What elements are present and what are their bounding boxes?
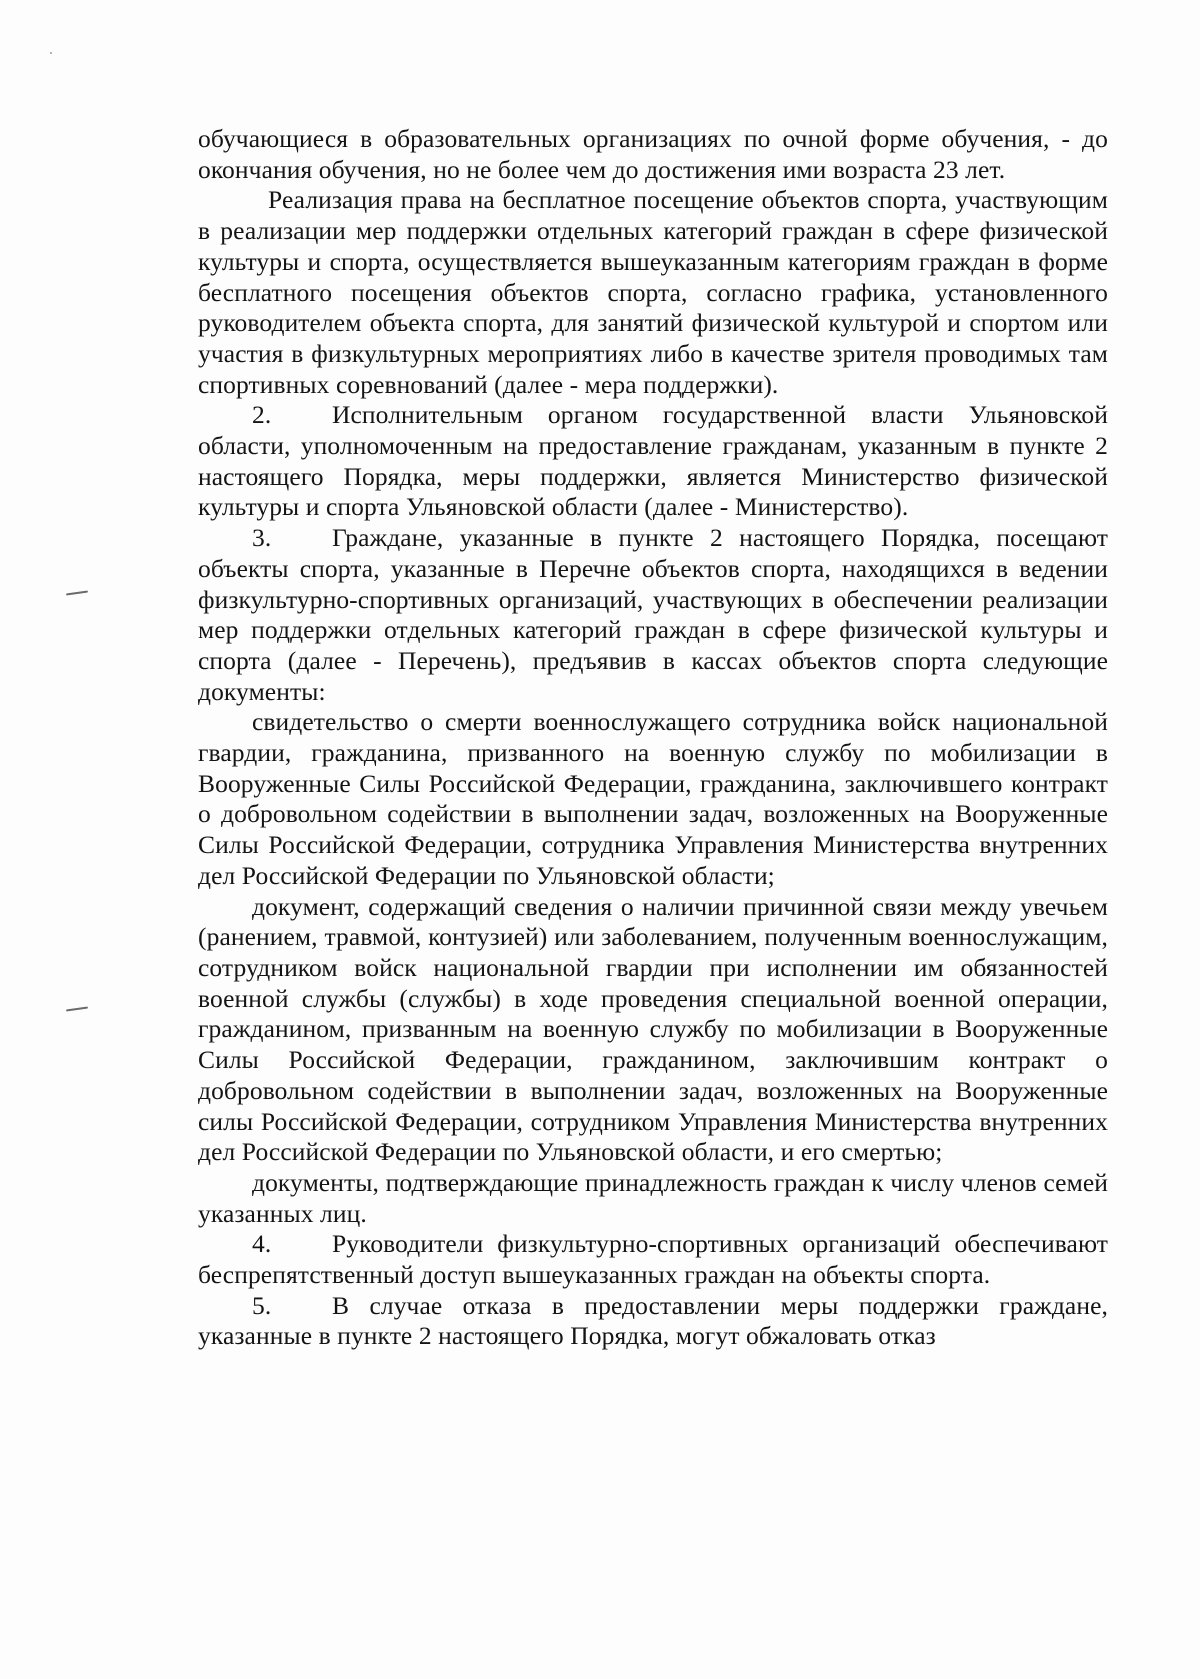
item-number: 5. [252, 1290, 272, 1320]
item-text: В случае отказа в предоставлении меры поддержки граждане, указанные в пункте 2 настоящего Порядка, могут обжаловать отказ [198, 1290, 1108, 1351]
paragraph-item-2 [198, 400, 1108, 523]
paragraph-causal-link-document: документ, содержащий сведения о наличии причинной связи между увечьем (ранением, травмой, контузией) или заболеванием, полученным военнослужащим, сотрудником войск национальной гвардии при исполнении им обязанностей военной службы (службы) в ходе проведения специальной военной операции, гражданином, призванным на военную службу по мобилизации в Вооруженные Силы Российской Федерации, гражданином, заключившим контракт о добровольном содействии в выполнении задач, возложенных на Вооруженные силы Российской Федерации, сотрудником Управления Министерства внутренних дел Российской Федерации по Ульяновской области, и его смертью; [198, 891, 1108, 1167]
item-number: 3. [252, 523, 272, 553]
paragraph-implementation: Реализация права на бесплатное посещение объектов спорта, участвующим в реализации мер поддержки отдельных категорий граждан в сфере физической культуры и спорта, осуществляется вышеуказанным категориям граждан в форме бесплатного посещения объектов спорта, согласно графика, установленного руководителем объекта спорта, для занятий физической культурой и спортом или участия в физкультурных мероприятиях либо в качестве зрителя проводимых там спортивных соревнований (далее - мера поддержки). [198, 185, 1108, 399]
paragraph-family-documents: документы, подтверждающие принадлежность граждан к числу членов семей указанных лиц. [198, 1167, 1108, 1228]
document-body [198, 124, 1108, 1352]
item-number: 4. [252, 1229, 272, 1259]
paragraph-continuation: обучающиеся в образовательных организациях по очной форме обучения, - до окончания обучения, но не более чем до достижения ими возраста 23 лет. [198, 124, 1108, 184]
paragraph-item-3 [198, 523, 1108, 707]
paragraph-item-5 [198, 1291, 1108, 1352]
item-number: 2. [252, 400, 272, 430]
item-text: Исполнительным органом государственной власти Ульяновской области, уполномоченным на предоставление гражданам, указанным в пункте 2 настоящего Порядка, меры поддержки, является Министерство физической культуры и спорта Ульяновской области (далее - Министерство). [198, 400, 1108, 522]
item-text: Руководители физкультурно-спортивных организаций обеспечивают беспрепятственный доступ вышеуказанных граждан на объекты спорта. [198, 1229, 1108, 1290]
paragraph-death-certificate: свидетельство о смерти военнослужащего сотрудника войск национальной гвардии, гражданина, призванного на военную службу по мобилизации в Вооруженные Силы Российской Федерации, гражданина, заключившего контракт о добровольном содействии в выполнении задач, возложенных на Вооруженные Силы Российской Федерации, сотрудника Управления Министерства внутренних дел Российской Федерации по Ульяновской области; [198, 707, 1108, 890]
binder-hole-mark [66, 1006, 88, 1011]
binder-hole-mark [66, 590, 88, 595]
item-text: Граждане, указанные в пункте 2 настоящего Порядка, посещают объекты спорта, указанные в Перечне объектов спорта, находящихся в ведении физкультурно-спортивных организаций, участвующих в обеспечении реализации мер поддержки отдельных категорий граждан в сфере физической культуры и спорта (далее - Перечень), предъявив в кассах объектов спорта следующие документы: [198, 523, 1108, 706]
paragraph-item-4 [198, 1229, 1108, 1290]
scan-speck [50, 52, 52, 54]
